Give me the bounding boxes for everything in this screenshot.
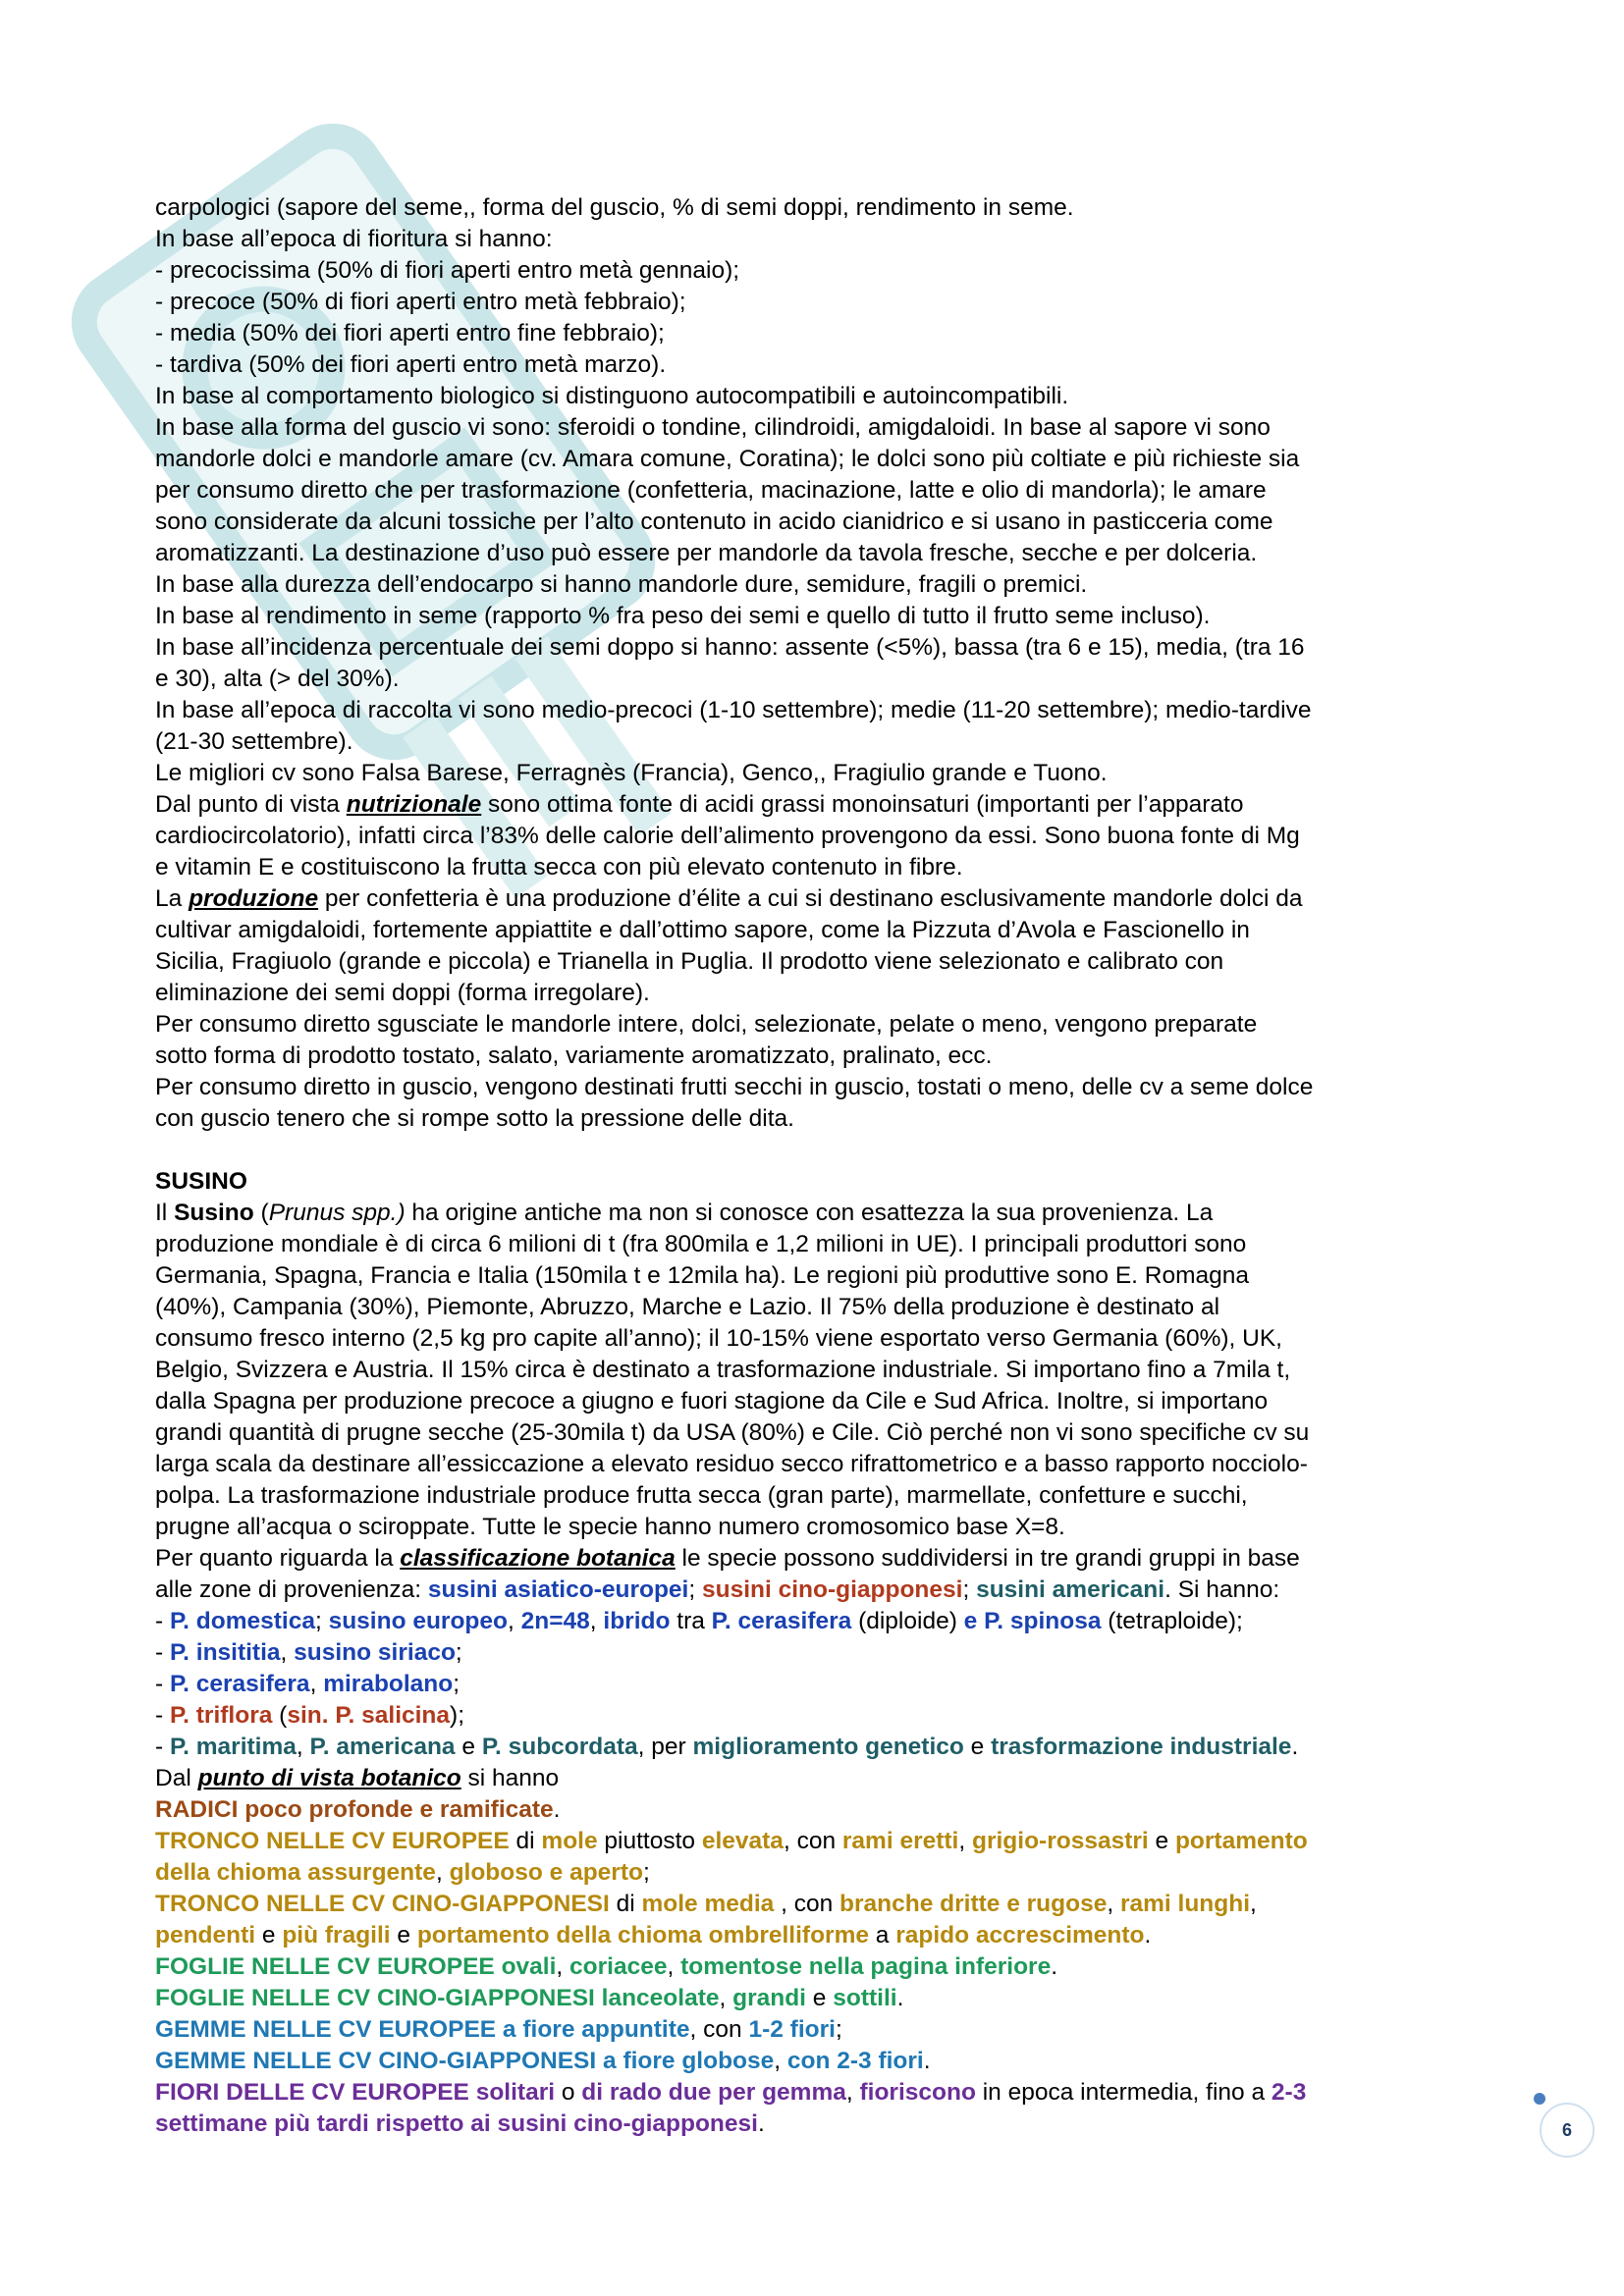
text-run: . xyxy=(896,1985,904,2011)
group-american: susini americani xyxy=(976,1576,1165,1603)
text-run: , xyxy=(589,1608,604,1634)
text-run: , con xyxy=(689,2016,749,2043)
buds-eu-label: GEMME NELLE CV EUROPEE a fiore appuntite xyxy=(155,2016,690,2043)
text-line: - precoce (50% di fiori aperti entro metà febbraio); xyxy=(155,289,686,315)
text-run: o xyxy=(555,2079,582,2106)
production-line xyxy=(155,883,1490,915)
text-run: e xyxy=(255,1922,283,1949)
text-line: Germania, Spagna, Francia e Italia (150mila t e 12mila ha). Le regioni più produttive sono E. Romagna xyxy=(155,1262,1250,1289)
trait: coriacee xyxy=(569,1953,668,1980)
trait: grigio-rossastri xyxy=(971,1828,1149,1854)
text-run: Dal xyxy=(155,1765,198,1791)
text-run: , xyxy=(309,1671,324,1697)
text-line: aromatizzanti. La destinazione d’uso può essere per mandorle da tavola fresche, secche e per dolceria. xyxy=(155,540,1258,566)
text-run: , xyxy=(508,1608,521,1634)
text-line: produzione mondiale è di circa 6 milioni di t (fra 800mila e 1,2 milioni in UE). I principali produttori sono xyxy=(155,1231,1247,1257)
text-run: a xyxy=(868,1922,896,1949)
text-run: ha origine antiche ma non si conosce con esattezza la sua provenienza. La xyxy=(405,1200,1214,1226)
text-run: ; xyxy=(455,1639,462,1666)
latin-name: Prunus spp.) xyxy=(268,1200,406,1226)
text-line: In base alla durezza dell’endocarpo si hanno mandorle dure, semidure, fragili o premici. xyxy=(155,571,1088,598)
text-run: . xyxy=(1051,1953,1058,1980)
text-run: tra xyxy=(670,1608,712,1634)
buds-cg-label: GEMME NELLE CV CINO-GIAPPONESI a fiore globose xyxy=(155,2048,775,2074)
term-produzione: produzione xyxy=(189,885,319,912)
trait: di rado due per gemma xyxy=(581,2079,846,2106)
text-line: sotto forma di prodotto tostato, salato, variamente aromatizzato, pralinato, ecc. xyxy=(155,1042,993,1069)
text-run: , xyxy=(1250,1891,1257,1917)
hybrid-label: ibrido xyxy=(603,1608,671,1634)
text-run: sono ottima fonte di acidi grassi monoinsaturi (importanti per l’apparato xyxy=(481,791,1244,818)
trunk-cg-label: TRONCO NELLE CV CINO-GIAPPONESI xyxy=(155,1891,610,1917)
text-run: Dal punto di vista xyxy=(155,791,347,818)
text-line: per consumo diretto che per trasformazione (confetteria, macinazione, latte e olio di mandorla); le amare xyxy=(155,477,1267,504)
leaves-cg-line xyxy=(155,1983,1490,2014)
species-name: P. cerasifera xyxy=(711,1608,852,1634)
text-run: e xyxy=(963,1734,992,1760)
chromosome-count: 2n=48 xyxy=(520,1608,590,1634)
trait: globoso e aperto xyxy=(449,1859,643,1886)
page-badge-dot xyxy=(1534,2093,1545,2105)
text-run: si hanno xyxy=(460,1765,560,1791)
term-classificazione-botanica: classificazione botanica xyxy=(400,1545,676,1572)
text-line: carpologici (sapore del seme,, forma del guscio, % di semi doppi, rendimento in seme. xyxy=(155,194,1074,221)
text-run: le specie possono suddividersi in tre grandi gruppi in base xyxy=(675,1545,1300,1572)
conjunction: e xyxy=(963,1608,978,1634)
use-label: trasformazione industriale xyxy=(991,1734,1292,1760)
text-run: in epoca intermedia, fino a xyxy=(975,2079,1272,2106)
text-run: . xyxy=(757,2110,765,2137)
text-line: In base all’epoca di raccolta vi sono medio-precoci (1-10 settembre); medie (11-20 settembre); medio-tardive xyxy=(155,697,1312,723)
leaves-eu-label: FOGLIE NELLE CV EUROPEE ovali xyxy=(155,1953,557,1980)
text-run: , xyxy=(556,1953,570,1980)
text-run: . xyxy=(1291,1734,1299,1760)
term-punto-di-vista-botanico: punto di vista botanico xyxy=(197,1765,461,1791)
document-body xyxy=(155,192,1490,2140)
species-name: P. insititia xyxy=(169,1639,281,1666)
text-line: cardiocircolatorio), infatti circa l’83% delle calorie dell’alimento provengono da essi. Sono buona fonte di Mg xyxy=(155,823,1300,849)
botanical-line xyxy=(155,1763,1490,1794)
text-line: In base alla forma del guscio vi sono: sferoidi o tondine, cilindroidi, amigdaloidi. In base al sapore vi sono xyxy=(155,414,1271,441)
text-line: e 30), alta (> del 30%). xyxy=(155,666,400,692)
trait: della chioma assurgente xyxy=(155,1859,436,1886)
trunk-eu-line-2 xyxy=(155,1857,1490,1889)
trait: 2-3 xyxy=(1271,2079,1307,2106)
text-run: ; xyxy=(453,1671,460,1697)
text-run: . xyxy=(1144,1922,1152,1949)
text-line: Per consumo diretto sgusciate le mandorle intere, dolci, selezionate, pelate o meno, vengono preparate xyxy=(155,1011,1258,1038)
species-name: P. americana xyxy=(309,1734,456,1760)
text-run: - xyxy=(155,1608,170,1634)
roots-line xyxy=(155,1794,1490,1826)
section-heading: SUSINO xyxy=(155,1168,247,1195)
text-run: (tetraploide); xyxy=(1101,1608,1243,1634)
trait: mole media xyxy=(641,1891,775,1917)
text-line: In base all’epoca di fioritura si hanno: xyxy=(155,226,553,252)
text-run: ( xyxy=(253,1200,269,1226)
text-run: . xyxy=(553,1796,561,1823)
text-run: , con xyxy=(783,1828,842,1854)
text-line: - precocissima (50% di fiori aperti entro metà gennaio); xyxy=(155,257,740,284)
almond-section xyxy=(155,192,1490,1135)
text-line: mandorle dolci e mandorle amare (cv. Amara comune, Coratina); le dolci sono più coltiate e più richieste sia xyxy=(155,446,1300,472)
buds-cg-line xyxy=(155,2046,1490,2077)
text-run: Per quanto riguarda la xyxy=(155,1545,401,1572)
trait: mole xyxy=(541,1828,598,1854)
text-run: La xyxy=(155,885,189,912)
roots-text: RADICI poco profonde e ramificate xyxy=(155,1796,554,1823)
text-run: per confetteria è una produzione d’élite a cui si destinano esclusivamente mandorle dolci da xyxy=(318,885,1303,912)
species-item xyxy=(155,1732,1490,1763)
text-run: ; xyxy=(835,2016,842,2043)
text-line: cultivar amigdaloidi, fortemente appiattite e dall’ottimo sapore, come la Pizzuta d’Avola e Fascionello in xyxy=(155,917,1250,943)
species-item xyxy=(155,1637,1490,1669)
nutrition-line xyxy=(155,789,1490,821)
text-line: In base al rendimento in seme (rapporto % fra peso dei semi e quello di tutto il frutto seme incluso). xyxy=(155,603,1211,629)
flowers-line-2 xyxy=(155,2109,1490,2140)
text-run: e xyxy=(390,1922,417,1949)
text-line: polpa. La trasformazione industriale produce frutta secca (gran parte), marmellate, confetture e succhi, xyxy=(155,1482,1248,1509)
text-run: di xyxy=(609,1891,642,1917)
common-name: mirabolano xyxy=(323,1671,454,1697)
text-line: Belgio, Svizzera e Austria. Il 15% circa è destinato a trasformazione industriale. Si importano fino a 7mila t, xyxy=(155,1357,1291,1383)
species-name: P. domestica xyxy=(169,1608,315,1634)
text-run: , xyxy=(1107,1891,1120,1917)
text-line: eliminazione dei semi doppi (forma irregolare). xyxy=(155,980,650,1006)
text-run: , xyxy=(667,1953,681,1980)
text-run: ; xyxy=(642,1859,650,1886)
text-run: - xyxy=(155,1639,170,1666)
group-asiatic-european: susini asiatico-europei xyxy=(427,1576,689,1603)
text-line: In base all’incidenza percentuale dei semi doppo si hanno: assente (<5%), bassa (tra 6 e 15), media, (tra 16 xyxy=(155,634,1305,661)
text-run: di xyxy=(509,1828,542,1854)
text-line: In base al comportamento biologico si distinguono autocompatibili e autoincompatibili. xyxy=(155,383,1069,409)
text-run: e xyxy=(805,1985,834,2011)
text-run: - xyxy=(155,1671,170,1697)
text-run: , xyxy=(719,1985,733,2011)
trunk-cg-line xyxy=(155,1889,1490,1920)
species-name: Susino xyxy=(174,1200,254,1226)
trait: rami eretti xyxy=(841,1828,959,1854)
text-run: , xyxy=(280,1639,295,1666)
text-run: , xyxy=(435,1859,450,1886)
trunk-cg-line-2 xyxy=(155,1920,1490,1951)
use-label: miglioramento genetico xyxy=(692,1734,964,1760)
classification-line xyxy=(155,1543,1490,1575)
text-line: (21-30 settembre). xyxy=(155,728,353,755)
trait: pendenti xyxy=(155,1922,256,1949)
text-line: - tardiva (50% dei fiori aperti entro metà marzo). xyxy=(155,351,667,378)
text-line: dalla Spagna per produzione precoce a giugno e fuori stagione da Cile e Sud Africa. Inoltre, si importano xyxy=(155,1388,1269,1415)
trait: rami lunghi xyxy=(1119,1891,1251,1917)
common-name: susino europeo xyxy=(328,1608,508,1634)
text-run: alle zone di provenienza: xyxy=(155,1576,428,1603)
trait: portamento della chioma ombrelliforme xyxy=(416,1922,869,1949)
text-line: larga scala da destinare all’essiccazione a elevato residuo secco rifrattometrico e a basso rapporto nocciolo- xyxy=(155,1451,1308,1477)
species-name: P. maritima xyxy=(169,1734,297,1760)
text-run: , con xyxy=(774,1891,840,1917)
trait: rapido accrescimento xyxy=(895,1922,1145,1949)
trait: elevata xyxy=(701,1828,784,1854)
species-name: P. triflora xyxy=(169,1702,273,1729)
text-line: (40%), Campania (30%), Piemonte, Abruzzo, Marche e Lazio. Il 75% della produzione è destinato al xyxy=(155,1294,1220,1320)
text-run: . Si hanno: xyxy=(1164,1576,1280,1603)
text-run: , per xyxy=(637,1734,693,1760)
text-run: ; xyxy=(314,1608,329,1634)
text-line: Per consumo diretto in guscio, vengono destinati frutti secchi in guscio, tostati o meno, delle cv a seme dolce xyxy=(155,1074,1314,1100)
group-sino-japanese: susini cino-giapponesi xyxy=(701,1576,963,1603)
text-line: Sicilia, Fragiuolo (grande e piccola) e Trianella in Puglia. Il prodotto viene selezionato e calibrato con xyxy=(155,948,1224,975)
trait: branche dritte e rugose xyxy=(839,1891,1108,1917)
text-line: e vitamin E e costituiscono la frutta secca con più elevato contenuto in fibre. xyxy=(155,854,963,881)
text-line: consumo fresco interno (2,5 kg pro capite all’anno); il 10-15% viene esportato verso Germania (60%), UK, xyxy=(155,1325,1282,1352)
flowers-line xyxy=(155,2077,1490,2109)
text-run: , xyxy=(296,1734,310,1760)
trunk-eu-line xyxy=(155,1826,1490,1857)
buds-eu-line xyxy=(155,2014,1490,2046)
trait: tomentose nella pagina inferiore xyxy=(680,1953,1052,1980)
species-item xyxy=(155,1669,1490,1700)
trait: fioriscono xyxy=(859,2079,976,2106)
text-run: e xyxy=(455,1734,482,1760)
term-nutrizionale: nutrizionale xyxy=(346,791,482,818)
text-run: . xyxy=(923,2048,931,2074)
text-run: ( xyxy=(272,1702,288,1729)
text-run: , xyxy=(958,1828,972,1854)
trait: con 2-3 fiori xyxy=(786,2048,924,2074)
text-line: - media (50% dei fiori aperti entro fine febbraio); xyxy=(155,320,665,347)
text-run: - xyxy=(155,1702,170,1729)
text-run: e xyxy=(1148,1828,1175,1854)
trait: più fragili xyxy=(282,1922,391,1949)
species-name: P. spinosa xyxy=(984,1608,1102,1634)
leaves-cg-label: FOGLIE NELLE CV CINO-GIAPPONESI lanceolate xyxy=(155,1985,720,2011)
trait: 1-2 fiori xyxy=(748,2016,836,2043)
text-run: (diploide) xyxy=(851,1608,964,1634)
trait: sottili xyxy=(833,1985,897,2011)
synonym: sin. P. salicina xyxy=(287,1702,451,1729)
text-run: , xyxy=(774,2048,787,2074)
text-run: Il xyxy=(155,1200,175,1226)
trunk-eu-label: TRONCO NELLE CV EUROPEE xyxy=(155,1828,510,1854)
text-run: - xyxy=(155,1734,170,1760)
text-line: sono considerate da alcuni tossiche per l’alto contenuto in acido cianidrico e si usano in pasticceria come xyxy=(155,508,1273,535)
trait: portamento xyxy=(1174,1828,1308,1854)
plum-section xyxy=(155,1166,1490,2140)
text-line: grandi quantità di prugne secche (25-30mila t) da USA (80%) e Cile. Ciò perché non vi sono specifiche cv su xyxy=(155,1419,1310,1446)
intro-line xyxy=(155,1198,1490,1229)
common-name: susino siriaco xyxy=(294,1639,456,1666)
flowers-label: FIORI DELLE CV EUROPEE solitari xyxy=(155,2079,556,2106)
species-item xyxy=(155,1606,1490,1637)
species-item xyxy=(155,1700,1490,1732)
leaves-eu-line xyxy=(155,1951,1490,1983)
text-run: ); xyxy=(450,1702,464,1729)
page-number: 6 xyxy=(1540,2103,1595,2158)
trait: grandi xyxy=(732,1985,806,2011)
groups-line: alle zone di provenienza: susini asiatico-europei; susini cino-giapponesi; susini americani. Si hanno: xyxy=(155,1576,1280,1603)
text-run: , xyxy=(845,2079,860,2106)
text-line: con guscio tenero che si rompe sotto la pressione delle dita. xyxy=(155,1105,794,1132)
text-line: prugne all’acqua o sciroppate. Tutte le specie hanno numero cromosomico base X=8. xyxy=(155,1514,1065,1540)
species-name: P. subcordata xyxy=(481,1734,638,1760)
text-line: Le migliori cv sono Falsa Barese, Ferragnès (Francia), Genco,, Fragiulio grande e Tuono. xyxy=(155,760,1108,786)
trait: settimane più tardi rispetto ai susini cino-giapponesi xyxy=(155,2110,758,2137)
text-run: piuttosto xyxy=(597,1828,702,1854)
species-name: P. cerasifera xyxy=(169,1671,310,1697)
